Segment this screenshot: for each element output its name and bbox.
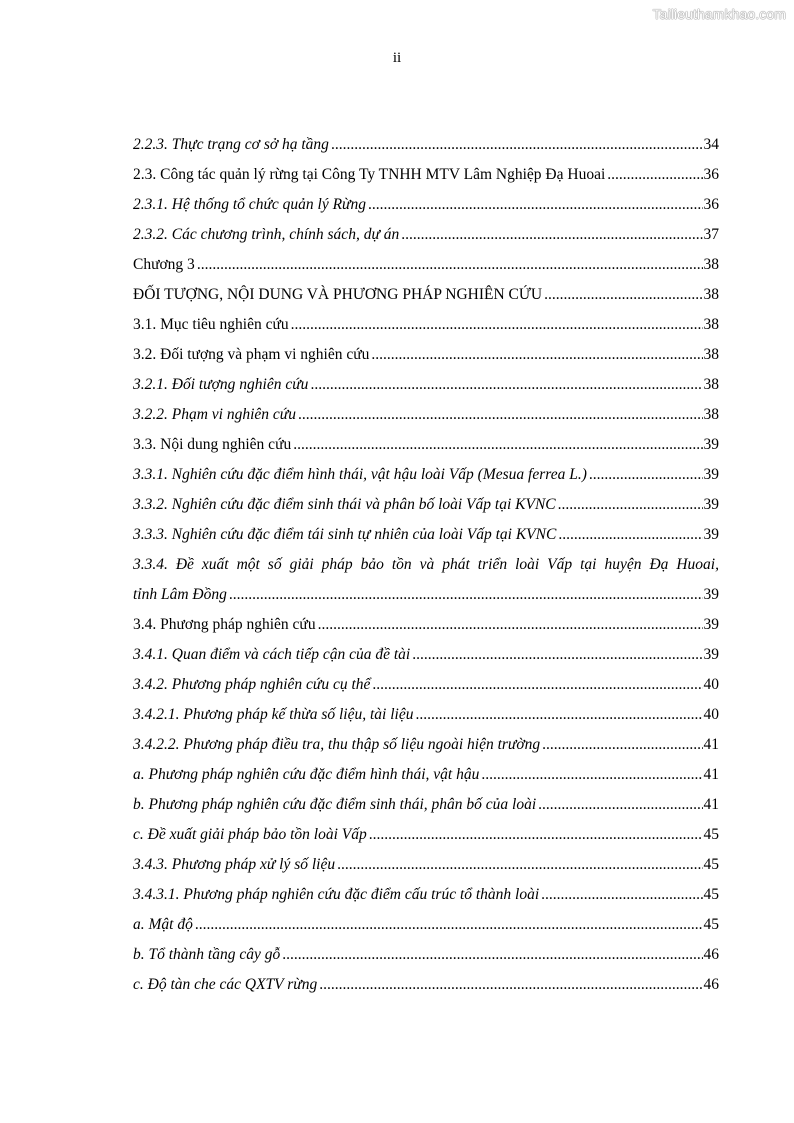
toc-leader xyxy=(293,430,702,460)
toc-entry-page: 45 xyxy=(703,826,719,843)
toc-entry-page: 40 xyxy=(703,676,719,693)
toc-entry-title: 3.3. Nội dung nghiên cứu xyxy=(133,436,292,453)
toc-entry-title: c. Độ tàn che các QXTV rừng xyxy=(133,976,318,993)
toc-leader xyxy=(371,340,702,370)
toc-entry[interactable] xyxy=(133,280,719,310)
toc-leader xyxy=(607,160,702,190)
toc-leader xyxy=(337,850,702,880)
toc-entry-title: c. Đề xuất giải pháp bảo tồn loài Vấp xyxy=(133,826,367,843)
toc-entry-page: 45 xyxy=(703,916,719,933)
toc-entry[interactable] xyxy=(133,940,719,970)
toc-entry-page: 45 xyxy=(703,856,719,873)
toc-entry-page: 41 xyxy=(703,766,719,783)
toc-entry-page: 39 xyxy=(703,496,719,513)
toc-entry[interactable] xyxy=(133,490,719,520)
toc-entry-title: 3.4.2.1. Phương pháp kế thừa số liệu, tài liệu xyxy=(133,706,414,723)
toc-entry-page: 45 xyxy=(703,886,719,903)
toc-entry-title: 3.4.2.2. Phương pháp điều tra, thu thập số liệu ngoài hiện trường xyxy=(133,736,541,753)
toc-entry-page: 36 xyxy=(703,196,719,213)
toc-entry-title: 2.3. Công tác quản lý rừng tại Công Ty TNHH MTV Lâm Nghiệp Đạ Huoai xyxy=(133,166,606,183)
toc-entry-title: tỉnh Lâm Đồng xyxy=(133,586,227,603)
toc-entry-title: 3.3.1. Nghiên cứu đặc điểm hình thái, vật hậu loài Vấp (Mesua ferrea L.) xyxy=(133,466,587,483)
watermark: Tailieuthamkhao.com xyxy=(652,6,786,22)
toc-entry[interactable] xyxy=(133,160,719,190)
toc-entry[interactable] xyxy=(133,580,719,610)
toc-leader xyxy=(558,520,702,550)
toc-leader xyxy=(331,130,703,160)
toc-entry[interactable] xyxy=(133,610,719,640)
toc-entry[interactable] xyxy=(133,760,719,790)
toc-entry-title: 3.2.2. Phạm vi nghiên cứu xyxy=(133,406,296,423)
toc-leader xyxy=(197,250,703,280)
toc-entry-page: 41 xyxy=(703,796,719,813)
toc-leader xyxy=(318,610,703,640)
toc-entry-page: 38 xyxy=(703,316,719,333)
toc-entry[interactable] xyxy=(133,670,719,700)
toc-leader xyxy=(544,280,702,310)
toc-leader xyxy=(415,700,702,730)
toc-entry-title: 3.4.3. Phương pháp xử lý số liệu xyxy=(133,856,336,873)
toc-entry-title: a. Mật độ xyxy=(133,916,193,933)
toc-leader xyxy=(229,580,703,610)
toc-entry[interactable] xyxy=(133,790,719,820)
toc-entry-page: 39 xyxy=(703,436,719,453)
toc-entry-page: 40 xyxy=(703,706,719,723)
toc-leader xyxy=(589,460,703,490)
toc-entry-title: b. Tổ thành tầng cây gỗ xyxy=(133,946,281,963)
toc-entry-title: 3.4. Phương pháp nghiên cứu xyxy=(133,616,316,633)
toc-entry-page: 34 xyxy=(703,136,719,153)
toc-entry-title: 2.3.1. Hệ thống tổ chức quản lý Rừng xyxy=(133,196,367,213)
toc-entry-page: 37 xyxy=(703,226,719,243)
toc-entry[interactable] xyxy=(133,460,719,490)
toc-entry[interactable] xyxy=(133,700,719,730)
toc-entry-page: 38 xyxy=(703,256,719,273)
toc-entry-page: 41 xyxy=(703,736,719,753)
toc-entry-title: 3.1. Mục tiêu nghiên cứu xyxy=(133,316,289,333)
toc-entry[interactable] xyxy=(133,340,719,370)
toc-entry-title: 3.2. Đối tượng và phạm vi nghiên cứu xyxy=(133,346,370,363)
toc-entry-page: 38 xyxy=(703,286,719,303)
toc-entry-title: 3.4.1. Quan điểm và cách tiếp cận của đề tài xyxy=(133,646,411,663)
toc-entry-title: 3.4.2. Phương pháp nghiên cứu cụ thể xyxy=(133,676,371,693)
toc-entry-title: 2.3.2. Các chương trình, chính sách, dự án xyxy=(133,226,400,243)
toc-entry-title: 3.3.3. Nghiên cứu đặc điểm tái sinh tự nhiên của loài Vấp tại KVNC xyxy=(133,526,557,543)
toc-entry-page: 39 xyxy=(703,526,719,543)
toc-entry-title: 3.3.2. Nghiên cứu đặc điểm sinh thái và phân bố loài Vấp tại KVNC xyxy=(133,496,556,513)
toc-entry-page: 38 xyxy=(703,346,719,363)
toc-entry-page: 39 xyxy=(703,616,719,633)
toc-leader xyxy=(412,640,702,670)
toc-entry-page: 46 xyxy=(703,946,719,963)
toc-entry[interactable] xyxy=(133,190,719,220)
toc-leader xyxy=(558,490,703,520)
toc-entry-title: 3.2.1. Đối tượng nghiên cứu xyxy=(133,376,309,393)
toc-entry-title: b. Phương pháp nghiên cứu đặc điểm sinh thái, phân bố của loài xyxy=(133,796,537,813)
toc-leader xyxy=(401,220,702,250)
toc-leader xyxy=(282,940,702,970)
toc-entry-page: 46 xyxy=(703,976,719,993)
table-of-contents xyxy=(133,130,719,1000)
toc-leader xyxy=(291,310,703,340)
toc-entry[interactable] xyxy=(133,820,719,850)
toc-entry-title: ĐỐI TƯỢNG, NỘI DUNG VÀ PHƯƠNG PHÁP NGHIÊN CỨU xyxy=(133,286,543,303)
toc-entry[interactable] xyxy=(133,370,719,400)
toc-entry-page: 36 xyxy=(703,166,719,183)
toc-leader xyxy=(298,400,703,430)
toc-entry[interactable] xyxy=(133,400,719,430)
toc-entry[interactable] xyxy=(133,970,719,1000)
toc-entry[interactable] xyxy=(133,520,719,550)
toc-entry-title: Chương 3 xyxy=(133,256,195,273)
toc-leader xyxy=(481,760,702,790)
toc-entry-page: 39 xyxy=(703,586,719,603)
toc-leader xyxy=(368,190,702,220)
toc-leader xyxy=(195,910,703,940)
toc-entry[interactable] xyxy=(133,910,719,940)
toc-entry-title: 2.2.3. Thực trạng cơ sở hạ tầng xyxy=(133,136,329,153)
toc-leader xyxy=(372,670,702,700)
toc-entry-wrapped-line[interactable]: 3.3.4. Đề xuất một số giải pháp bảo tồn và phát triển loài Vấp tại huyện Đạ Huoai, xyxy=(133,556,719,573)
toc-entry[interactable] xyxy=(133,430,719,460)
toc-entry-page: 38 xyxy=(703,406,719,423)
toc-entry[interactable] xyxy=(133,250,719,280)
toc-entry-page: 39 xyxy=(703,646,719,663)
toc-entry[interactable] xyxy=(133,310,719,340)
toc-entry-page: 39 xyxy=(703,466,719,483)
toc-leader xyxy=(542,730,702,760)
toc-leader xyxy=(541,880,702,910)
toc-leader xyxy=(310,370,702,400)
toc-entry[interactable] xyxy=(133,640,719,670)
toc-entry-title: 3.4.3.1. Phương pháp nghiên cứu đặc điểm cấu trúc tổ thành loài xyxy=(133,886,540,903)
toc-entry-title: a. Phương pháp nghiên cứu đặc điểm hình thái, vật hậu xyxy=(133,766,480,783)
toc-entry[interactable] xyxy=(133,850,719,880)
toc-entry-page: 38 xyxy=(703,376,719,393)
toc-entry[interactable] xyxy=(133,730,719,760)
toc-leader xyxy=(538,790,702,820)
page-number: ii xyxy=(392,50,402,66)
toc-leader xyxy=(369,820,703,850)
toc-entry[interactable] xyxy=(133,880,719,910)
toc-entry[interactable] xyxy=(133,130,719,160)
toc-leader xyxy=(319,970,702,1000)
toc-entry[interactable] xyxy=(133,220,719,250)
